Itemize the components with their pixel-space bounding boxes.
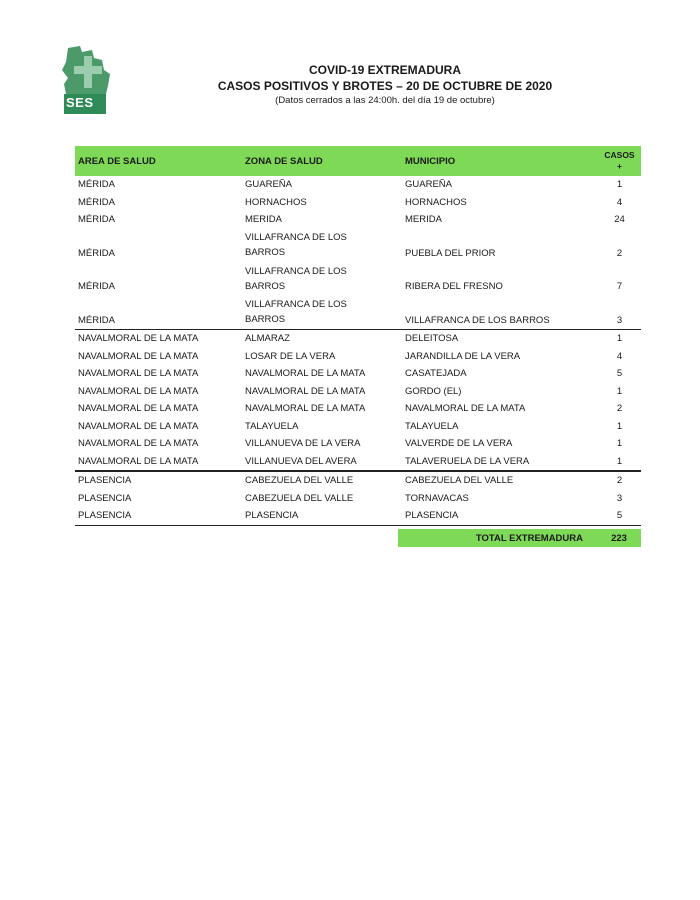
col-header-casos-plus: + [617, 161, 622, 171]
cell-municipio: GUAREÑA [405, 179, 452, 191]
title-line-1: COVID-19 EXTREMADURA [308, 63, 461, 77]
cell-casos: 4 [616, 350, 623, 362]
table-row [75, 507, 641, 525]
table-row [75, 211, 641, 229]
cell-zona-line1: VILLAFRANCA DE LOS [245, 265, 347, 277]
cell-municipio: CASATEJADA [405, 368, 467, 380]
cell-area: NAVALMORAL DE LA MATA [75, 330, 242, 348]
cell-casos: 3 [616, 492, 623, 504]
cell-municipio: DELEITOSA [402, 330, 598, 348]
cell-casos: 5 [616, 368, 623, 380]
table-row [75, 490, 641, 508]
cell-casos: 2 [616, 403, 623, 415]
cell-casos: 2 [616, 247, 623, 259]
cell-municipio: CABEZUELA DEL VALLE [402, 471, 598, 490]
cell-zona: CABEZUELA DEL VALLE [242, 471, 402, 490]
cell-casos: 1 [616, 420, 623, 432]
cell-casos: 7 [616, 281, 623, 293]
col-header-casos-label: CASOS [604, 150, 635, 160]
cell-casos: 1 [616, 438, 623, 450]
cell-area: NAVALMORAL DE LA MATA [78, 368, 199, 380]
cell-municipio: MERIDA [405, 214, 442, 226]
cell-municipio: TORNAVACAS [405, 492, 469, 504]
cell-municipio: VILLAFRANCA DE LOS BARROS [402, 296, 598, 330]
cell-casos: 1 [616, 455, 623, 467]
cell-municipio: VALVERDE DE LA VERA [405, 438, 513, 450]
col-header-area: AREA DE SALUD [78, 155, 156, 167]
cell-casos: 24 [614, 214, 625, 226]
cell-casos: 1 [616, 385, 623, 397]
cell-zona: ALMARAZ [242, 330, 402, 348]
cell-zona-line2: BARROS [245, 314, 286, 326]
cell-municipio: NAVALMORAL DE LA MATA [405, 403, 526, 415]
cell-casos: 1 [616, 179, 623, 191]
table-row [75, 330, 641, 348]
cell-area: PLASENCIA [78, 492, 132, 504]
table-header-row [75, 146, 641, 176]
cell-area: NAVALMORAL DE LA MATA [78, 438, 199, 450]
table-row [75, 435, 641, 453]
cell-area: PLASENCIA [75, 507, 242, 525]
cell-zona: CABEZUELA DEL VALLE [245, 492, 354, 504]
cell-zona-line2: BARROS [245, 247, 286, 259]
cell-area: MÉRIDA [78, 281, 115, 293]
col-header-zona: ZONA DE SALUD [245, 155, 323, 167]
cell-casos: 1 [598, 330, 641, 348]
table-row [75, 471, 641, 490]
cell-zona: MERIDA [245, 214, 282, 226]
cell-zona-line1: VILLAFRANCA DE LOS [245, 232, 347, 244]
cell-area: NAVALMORAL DE LA MATA [78, 385, 199, 397]
cell-area: NAVALMORAL DE LA MATA [78, 350, 199, 362]
cell-area: PLASENCIA [75, 471, 242, 490]
cell-zona [242, 229, 402, 263]
col-header-municipio: MUNICIPIO [405, 155, 456, 167]
cell-zona: NAVALMORAL DE LA MATA [245, 403, 366, 415]
cell-area: NAVALMORAL DE LA MATA [78, 420, 199, 432]
cell-municipio: TALAVERUELA DE LA VERA [405, 455, 530, 467]
cell-casos: 5 [598, 507, 641, 525]
cell-zona: GUAREÑA [245, 179, 292, 191]
table-row [75, 453, 641, 472]
table-row [75, 176, 641, 194]
table-row [75, 418, 641, 436]
table-row [75, 365, 641, 383]
cell-area: MÉRIDA [78, 214, 115, 226]
cell-municipio: TALAYUELA [405, 420, 459, 432]
cases-table [75, 146, 641, 526]
cell-municipio: PUEBLA DEL PRIOR [405, 247, 496, 259]
subtitle: (Datos cerrados a las 24:00h. del día 19 de octubre) [275, 95, 495, 106]
table-row [75, 400, 641, 418]
cell-area: NAVALMORAL DE LA MATA [78, 403, 199, 415]
cell-casos: 4 [616, 196, 623, 208]
cell-zona: NAVALMORAL DE LA MATA [245, 385, 366, 397]
cell-casos: 3 [598, 296, 641, 330]
cell-zona: TALAYUELA [245, 420, 299, 432]
total-value: 223 [611, 532, 627, 544]
cell-area: NAVALMORAL DE LA MATA [78, 455, 199, 467]
cell-zona [242, 262, 402, 296]
cell-zona: VILLANUEVA DEL AVERA [245, 455, 357, 467]
total-row [398, 529, 641, 547]
cell-zona: VILLANUEVA DE LA VERA [245, 438, 361, 450]
cell-municipio: GORDO (EL) [405, 385, 462, 397]
document-header [0, 62, 700, 107]
cell-area: MÉRIDA [78, 196, 115, 208]
title-line-2: CASOS POSITIVOS Y BROTES – 20 DE OCTUBRE DE 2020 [217, 79, 553, 93]
table-row [75, 194, 641, 212]
cell-zona-line1: VILLAFRANCA DE LOS [245, 299, 347, 311]
logo-text: SES [66, 95, 94, 110]
col-header-casos [598, 146, 641, 176]
cell-municipio: RIBERA DEL FRESNO [405, 281, 503, 293]
cell-zona: LOSAR DE LA VERA [245, 350, 336, 362]
cell-zona: PLASENCIA [242, 507, 402, 525]
cell-zona: HORNACHOS [245, 196, 307, 208]
cell-zona-line2: BARROS [245, 280, 286, 292]
cell-casos: 2 [598, 471, 641, 490]
table-row [75, 229, 641, 263]
cell-zona [242, 296, 402, 330]
table-row [75, 262, 641, 296]
cell-area: MÉRIDA [75, 296, 242, 330]
cell-area: MÉRIDA [78, 247, 115, 259]
cell-municipio: JARANDILLA DE LA VERA [405, 350, 521, 362]
cell-municipio: HORNACHOS [405, 196, 467, 208]
table-row [75, 383, 641, 401]
table-row [75, 348, 641, 366]
table-row [75, 296, 641, 330]
cell-municipio: PLASENCIA [402, 507, 598, 525]
total-label: TOTAL EXTREMADURA [475, 532, 583, 544]
cell-area: MÉRIDA [78, 179, 115, 191]
cell-zona: NAVALMORAL DE LA MATA [245, 368, 366, 380]
